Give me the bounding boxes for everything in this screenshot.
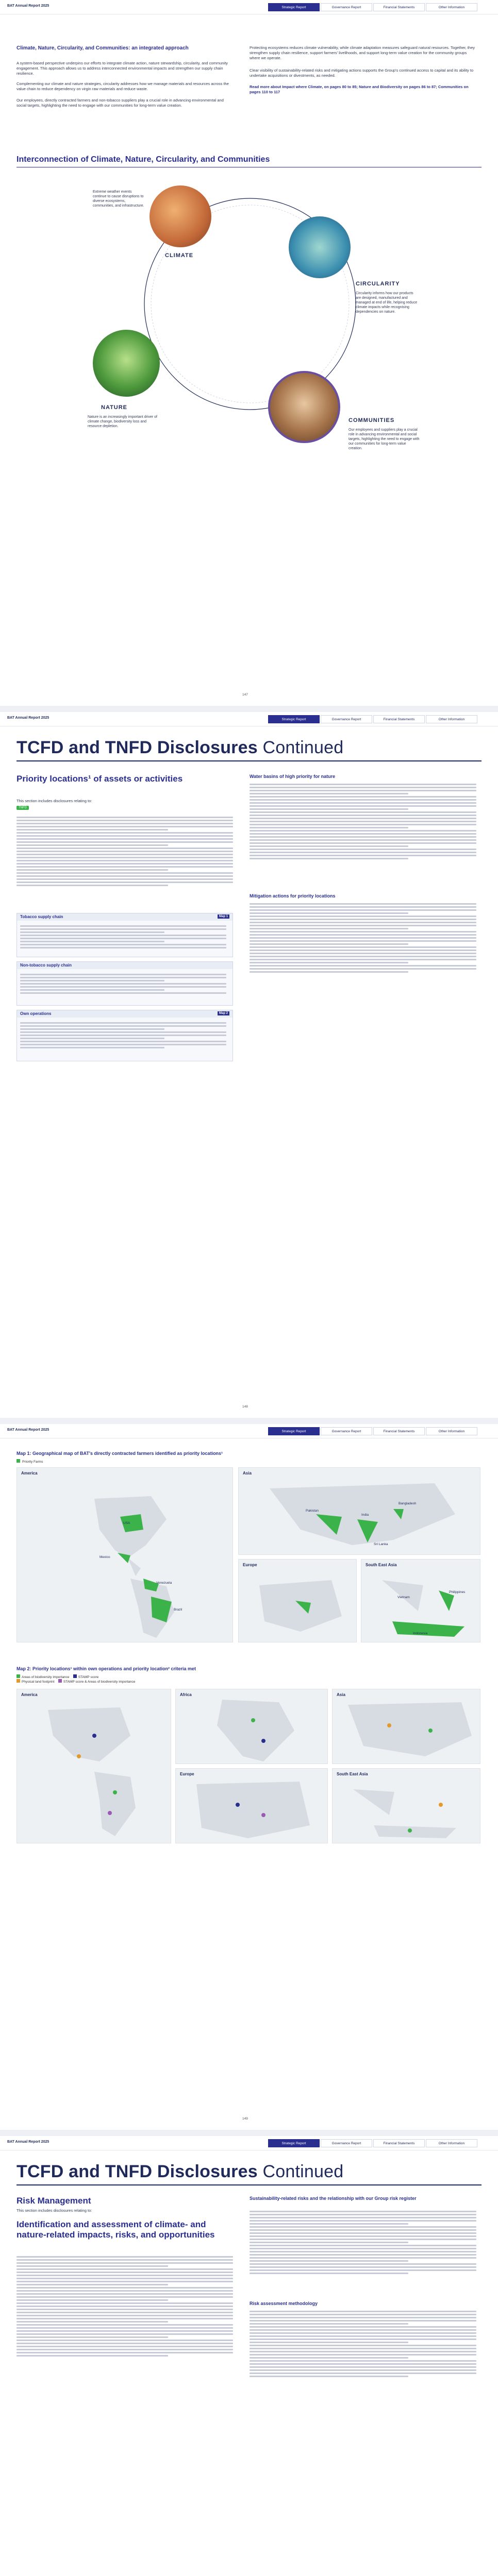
page-2	[0, 712, 498, 1418]
mitigation-text	[250, 902, 476, 974]
america-outline	[17, 1468, 234, 1643]
water-basins-text	[250, 782, 476, 861]
communities-image	[268, 371, 340, 443]
map1-south-east-asia	[361, 1559, 480, 1642]
tab-other-information[interactable]: Other Information	[426, 2139, 477, 2147]
tab-other-information[interactable]: Other Information	[426, 715, 477, 723]
heading-main: TCFD and TNFD Disclosures	[16, 2162, 258, 2181]
disclosure-intro: This section includes disclosures relating to:	[16, 799, 92, 803]
risk-methodology-text	[250, 2309, 476, 2379]
nature-text: Nature is an increasingly important driver of climate change, biodiversity loss and resource depletion.	[88, 415, 158, 428]
disclosure-intro: This section includes disclosures relating to:	[16, 2208, 92, 2213]
country-label: USA	[123, 1521, 130, 1525]
box-title	[17, 913, 233, 921]
brand-label: BAT Annual Report 2025	[7, 2140, 49, 2144]
map2-africa	[175, 1689, 328, 1764]
heading-continued: Continued	[262, 738, 344, 757]
map2-asia	[332, 1689, 480, 1764]
map1-europe	[238, 1559, 357, 1642]
top-nav	[0, 1424, 498, 1438]
region-label: Africa	[180, 1692, 192, 1697]
non-tobacco-supply-chain-box	[16, 961, 233, 1006]
map1-badge: Map 1	[218, 914, 229, 919]
legend-label: Areas of biodiversity importance	[22, 1675, 70, 1679]
mitigation-heading: Mitigation actions for priority locations	[250, 893, 336, 899]
tab-financial-statements[interactable]: Financial Statements	[373, 2139, 425, 2147]
communities-text: Our employees and suppliers play a crucial role in advancing environmental and social targets, highlighting the need to engage with our communities for long-term value creation.	[348, 428, 420, 450]
region-label: Europe	[180, 1772, 194, 1776]
tab-financial-statements[interactable]: Financial Statements	[373, 3, 425, 11]
page-1	[0, 0, 498, 706]
map1-title: Map 1: Geographical map of BAT's directly contracted farmers identified as priority locations¹	[16, 1451, 223, 1456]
box-title-text: Own operations	[20, 1011, 52, 1016]
map2-legend	[16, 1674, 326, 1684]
water-basins-heading: Water basins of high priority for nature	[250, 774, 336, 779]
legend-label: STAMP score & Areas of biodiversity importance	[63, 1680, 136, 1684]
region-label: America	[21, 1692, 38, 1697]
page-number: 147	[242, 693, 248, 697]
country-label: Bangladesh	[399, 1502, 417, 1505]
legend-swatch	[73, 1674, 77, 1678]
tab-other-information[interactable]: Other Information	[426, 1427, 477, 1435]
country-label: Pakistan	[306, 1509, 319, 1513]
legend-label: STAMP score	[78, 1675, 99, 1679]
interconnection-diagram	[0, 175, 498, 464]
read-more-link[interactable]: Read more about Impact where Climate, on pages 80 to 85; Nature and Biodiversity on pages 86 to 87; Communities on pages 110 to 117	[250, 84, 469, 94]
brand-label: BAT Annual Report 2025	[7, 1428, 49, 1432]
country-label: Brazil	[174, 1608, 182, 1612]
climate-label: CLIMATE	[165, 252, 194, 259]
circularity-paragraph: Complementing our climate and nature strategies, circularity addresses how we manage materials and resources across the value chain to reduce dependency on virgin raw materials and reduce waste.	[16, 81, 229, 91]
region-label: Europe	[243, 1563, 257, 1567]
region-label: Asia	[337, 1692, 345, 1697]
circularity-image	[289, 216, 351, 278]
country-label: Mexico	[99, 1555, 110, 1559]
tab-other-information[interactable]: Other Information	[426, 3, 477, 11]
tab-governance-report[interactable]: Governance Report	[321, 2139, 372, 2147]
region-label: South East Asia	[366, 1563, 397, 1567]
tab-strategic-report[interactable]: Strategic Report	[268, 2139, 320, 2147]
country-label: Vietnam	[397, 1596, 410, 1599]
tab-strategic-report[interactable]: Strategic Report	[268, 715, 320, 723]
top-nav	[0, 0, 498, 14]
map2-america	[16, 1689, 171, 1843]
page-heading	[16, 2162, 343, 2182]
climate-image	[150, 185, 211, 247]
region-label: South East Asia	[337, 1772, 368, 1776]
heading-continued: Continued	[262, 2162, 344, 2181]
box-title	[17, 1010, 233, 1018]
page-separator	[0, 706, 498, 712]
body-text-block	[16, 815, 233, 888]
top-nav	[0, 712, 498, 726]
country-label: Venezuela	[156, 1581, 172, 1585]
region-label: America	[21, 1471, 38, 1476]
diagram-title: Interconnection of Climate, Nature, Circularity, and Communities	[16, 155, 270, 164]
page-number: 148	[242, 1405, 248, 1409]
page-separator	[0, 1418, 498, 1424]
page-heading	[16, 738, 343, 758]
box-body	[20, 924, 226, 950]
brand-label: BAT Annual Report 2025	[7, 716, 49, 720]
priority-locations-heading: Priority locations¹ of assets or activities	[16, 774, 183, 784]
ecosystem-paragraph: Protecting ecosystems reduces climate vulnerability, while climate adaptation measures safeguard natural resources. Together, they strengthen supply chain resilience, support farmers' livelihoods, and support long-term value creation for the community groups where we operate.	[250, 45, 475, 60]
circularity-label: CIRCULARITY	[356, 281, 400, 287]
map2-south-east-asia	[332, 1768, 480, 1843]
legend-swatch	[58, 1679, 62, 1683]
nature-label: NATURE	[101, 404, 128, 411]
legend-swatch	[16, 1679, 20, 1683]
box-body	[20, 972, 226, 995]
brand-label: BAT Annual Report 2025	[7, 4, 49, 8]
map2-title: Map 2: Priority locations¹ within own operations and priority location² criteria met	[16, 1666, 196, 1671]
risk-register-heading: Sustainability-related risks and the relationship with our Group risk register	[250, 2196, 417, 2201]
risk-management-heading: Risk Management	[16, 2196, 91, 2206]
employees-paragraph: Our employees, directly contracted farmers and non-tobacco suppliers play a crucial role in advancing environmental and social targets, highlighting the need to engage with our communities for long-term value creation.	[16, 98, 224, 108]
tab-financial-statements[interactable]: Financial Statements	[373, 715, 425, 723]
map1-legend	[16, 1459, 43, 1464]
tab-governance-report[interactable]: Governance Report	[321, 715, 372, 723]
top-nav	[0, 2136, 498, 2150]
nature-image	[93, 330, 160, 397]
heading-rule	[16, 760, 482, 761]
intro-paragraph: A system-based perspective underpins our efforts to integrate climate action, nature stewardship, circularity, and community engagement. This approach allows us to address interconnected environmental impacts and strengthen our supply chain resilience.	[16, 61, 228, 76]
tab-governance-report[interactable]: Governance Report	[321, 1427, 372, 1435]
risk-methodology-heading: Risk assessment methodology	[250, 2301, 318, 2306]
tobacco-supply-chain-box	[16, 913, 233, 957]
country-label: Sri Lanka	[374, 1543, 388, 1546]
identification-heading: Identification and assessment of climate- and nature-related impacts, risks, and opportunities	[16, 2219, 215, 2240]
risk-visibility-paragraph: Clear visibility of sustainability-related risks and mitigating actions supports the Group's continued access to capital and its ability to undertake acquisitions or divestments, as needed.	[250, 68, 474, 78]
communities-label: COMMUNITIES	[348, 417, 395, 423]
tab-financial-statements[interactable]: Financial Statements	[373, 1427, 425, 1435]
box-title: Non-tobacco supply chain	[17, 962, 233, 969]
map2-badge: Map 2	[218, 1011, 229, 1015]
country-label: Philippines	[449, 1590, 466, 1594]
map1-asia	[238, 1467, 480, 1555]
page-number: 149	[242, 2117, 248, 2121]
page-separator	[0, 2130, 498, 2136]
tab-strategic-report[interactable]: Strategic Report	[268, 3, 320, 11]
tab-strategic-report[interactable]: Strategic Report	[268, 1427, 320, 1435]
heading-rule	[16, 2184, 482, 2185]
region-label: Asia	[243, 1471, 252, 1476]
circularity-text: Circularity informs how our products are designed, manufactured and managed at end of life, helping reduce climate impacts while recognising dependencies on nature.	[356, 292, 418, 314]
box-title-text: Tobacco supply chain	[20, 914, 63, 919]
legend-swatch	[16, 1674, 20, 1678]
identification-text	[16, 2255, 233, 2358]
box-body	[20, 1021, 226, 1050]
tnfd-tag: TNFD	[16, 806, 29, 810]
section-title: Climate, Nature, Circularity, and Communities: an integrated approach	[16, 45, 189, 51]
climate-text: Extreme weather events continue to cause disruptions to diverse ecosystems, communities, and infrastructure.	[93, 190, 144, 208]
risk-register-text	[250, 2209, 476, 2276]
own-operations-box	[16, 1010, 233, 1061]
page-3	[0, 1424, 498, 2130]
country-label: Indonesia	[413, 1632, 428, 1635]
heading-main: TCFD and TNFD Disclosures	[16, 738, 258, 757]
tab-governance-report[interactable]: Governance Report	[321, 3, 372, 11]
legend-swatch	[16, 1459, 20, 1463]
legend-label: Priority Farms	[22, 1460, 43, 1464]
map2-europe	[175, 1768, 328, 1843]
map1-america	[16, 1467, 233, 1642]
page-4	[0, 2136, 498, 2576]
legend-label: Physical land footprint	[22, 1680, 55, 1684]
country-label: India	[361, 1513, 369, 1517]
